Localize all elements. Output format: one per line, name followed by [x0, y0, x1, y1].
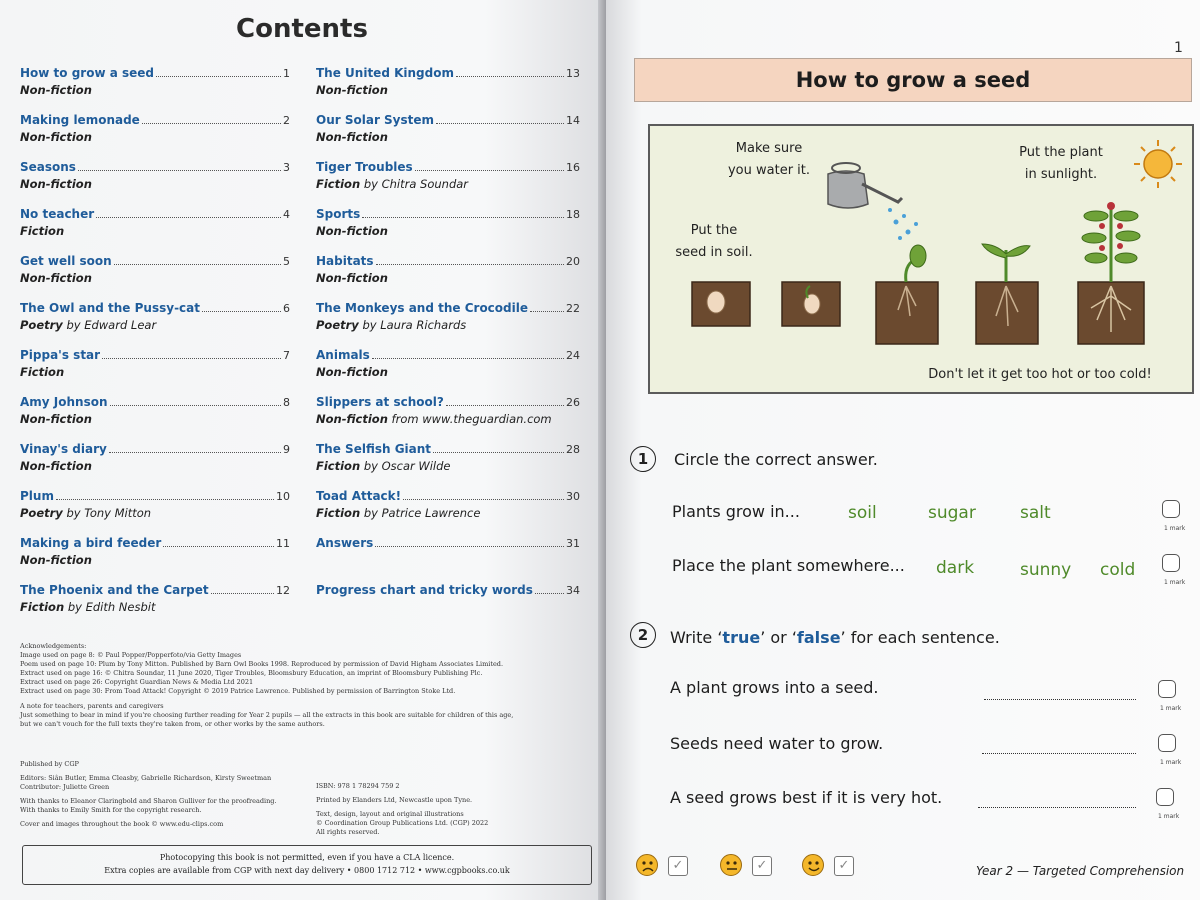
toc-entry-title[interactable]: Sports [316, 207, 361, 221]
toc-leader-dots [114, 264, 281, 265]
toc-entry-title[interactable]: The Owl and the Pussy-cat [20, 301, 200, 315]
toc-entry-title[interactable]: Tiger Troubles [316, 160, 413, 174]
toc-leader-dots [436, 123, 564, 124]
sentence-3: A seed grows best if it is very hot. [670, 788, 943, 807]
toc-entry-title[interactable]: Slippers at school? [316, 395, 444, 409]
credits-right [316, 782, 536, 842]
toc-leader-dots [110, 405, 281, 406]
mark-box-q2b[interactable] [1158, 734, 1176, 752]
toc-entry-page: 8 [283, 396, 290, 409]
toc-entry-line [20, 113, 290, 127]
toc-entry-line [20, 536, 290, 550]
keyword-true: true [722, 628, 761, 647]
toc-entry-page: 22 [566, 302, 580, 315]
credits-left [20, 760, 280, 834]
toc-leader-dots [446, 405, 564, 406]
toc-entry-page: 34 [566, 584, 580, 597]
toc-entry[interactable] [20, 207, 290, 254]
toc-entry-title[interactable]: Progress chart and tricky words [316, 583, 533, 597]
toc-entry-page: 28 [566, 443, 580, 456]
toc-entry-subtitle [20, 600, 290, 614]
caption-soil: Put the seed in soil. [675, 223, 753, 260]
toc-entry-page: 20 [566, 255, 580, 268]
printed-by: Printed by Elanders Ltd, Newcastle upon Tyne. [316, 796, 473, 804]
toc-leader-dots [372, 358, 564, 359]
toc-column-left [20, 66, 290, 630]
toc-entry-subtitle [316, 318, 580, 332]
toc-entry-subtitle [20, 459, 290, 473]
toc-leader-dots [433, 452, 564, 453]
toc-leader-dots [96, 217, 281, 218]
toc-entry[interactable] [316, 395, 580, 442]
toc-entry-author: from www.theguardian.com [391, 412, 552, 426]
toc-entry-page: 13 [566, 67, 580, 80]
toc-entry-genre: Non-fiction [316, 271, 388, 285]
toc-entry-author: by Chitra Soundar [363, 177, 469, 191]
toc-entry-title[interactable]: Animals [316, 348, 370, 362]
toc-entry[interactable] [20, 254, 290, 301]
toc-entry[interactable] [316, 66, 580, 113]
mark-label-q1b: 1 mark [1164, 579, 1186, 586]
toc-entry-genre: Non-fiction [316, 412, 388, 426]
choice-dark[interactable]: dark [936, 558, 975, 578]
toc-entry[interactable] [316, 583, 580, 630]
toc-leader-dots [375, 546, 564, 547]
toc-entry-subtitle [20, 506, 290, 520]
toc-entry-subtitle [20, 318, 290, 332]
thanks-copyright: With thanks to Emily Smith for the copyright research. [20, 806, 202, 814]
toc-entry-genre: Fiction [20, 600, 65, 614]
sun-icon [1134, 140, 1182, 188]
toc-entry-genre: Non-fiction [20, 271, 92, 285]
toc-entry-genre: Non-fiction [20, 459, 92, 473]
toc-entry-title[interactable]: Vinay's diary [20, 442, 107, 456]
mark-label-q2c: 1 mark [1158, 813, 1180, 820]
toc-entry-genre: Non-fiction [316, 365, 388, 379]
toc-leader-dots [163, 546, 274, 547]
contents-heading: Contents [236, 14, 368, 44]
soil-pot-2 [782, 282, 840, 326]
photocopy-line-2: Extra copies are available from CGP with next day delivery • 0800 1712 712 • www.cgpbooks.co.uk [104, 866, 510, 875]
toc-entry-title[interactable]: Toad Attack! [316, 489, 402, 503]
toc-entry-subtitle [20, 83, 290, 97]
toc-entry-subtitle [316, 83, 580, 97]
toc-entry-line [316, 113, 580, 127]
toc-entry-genre: Poetry [20, 506, 63, 520]
toc-entry-subtitle [316, 412, 580, 426]
toc-entry-subtitle [316, 224, 580, 238]
toc-entry-subtitle [20, 365, 290, 379]
question-1-number: 1 [630, 446, 656, 472]
toc-leader-dots [403, 499, 564, 500]
toc-entry-line [316, 160, 580, 174]
toc-entry-title[interactable]: Our Solar System [316, 113, 435, 127]
choice-cold[interactable]: cold [1100, 560, 1136, 580]
toc-entry-title[interactable]: Seasons [20, 160, 76, 174]
photocopy-notice [22, 845, 592, 885]
tick-box-neutral[interactable]: ✓ [752, 856, 772, 876]
toc-entry-line [20, 207, 290, 221]
toc-entry-line [20, 442, 290, 456]
toc-leader-dots [56, 499, 274, 500]
toc-entry-author: by Tony Mitton [66, 506, 152, 520]
toc-entry-genre: Non-fiction [20, 412, 92, 426]
toc-entry-line [20, 160, 290, 174]
question-1-instruction: Circle the correct answer. [674, 450, 878, 469]
toc-entry[interactable] [20, 301, 290, 348]
toc-entry-subtitle [20, 412, 290, 426]
toc-entry-genre: Fiction [20, 365, 65, 379]
toc-entry-line [20, 66, 290, 80]
toc-entry-author: by Edith Nesbit [67, 600, 156, 614]
acknowledgement-line: Extract used on page 16: © Chitra Soundar, 11 June 2020, Tiger Troubles, Bloomsbury Education, an imprint of Bloomsbury Publishing Plc. [20, 669, 483, 677]
toc-entry[interactable] [316, 301, 580, 348]
choice-soil[interactable]: soil [848, 503, 877, 523]
question-2-number: 2 [630, 622, 656, 648]
toc-entry-subtitle [316, 130, 580, 144]
mark-label-q1a: 1 mark [1164, 525, 1186, 532]
toc-entry-line [316, 395, 580, 409]
toc-entry-subtitle [316, 271, 580, 285]
toc-entry-genre: Non-fiction [20, 130, 92, 144]
toc-entry-genre: Non-fiction [20, 177, 92, 191]
toc-entry-subtitle [20, 271, 290, 285]
toc-leader-dots [78, 170, 281, 171]
mark-label-q2b: 1 mark [1160, 759, 1182, 766]
cover-credit: Cover and images throughout the book © www.edu-clips.com [20, 820, 224, 828]
toc-entry-subtitle [20, 224, 290, 238]
toc-entry-line [316, 254, 580, 268]
toc-entry-genre: Non-fiction [316, 224, 388, 238]
question-2-instruction: Write ‘true’ or ‘false’ for each sentence. [670, 628, 1000, 647]
mark-box-q1a[interactable] [1162, 500, 1180, 518]
toc-entry-page: 14 [566, 114, 580, 127]
contributor: Contributor: Juliette Green [20, 783, 110, 791]
toc-entry[interactable] [316, 442, 580, 489]
toc-entry-line [20, 395, 290, 409]
soil-pot-5 [1078, 202, 1144, 344]
choice-sugar[interactable]: sugar [928, 503, 976, 523]
toc-entry-line [316, 583, 580, 597]
toc-entry-line [316, 301, 580, 315]
toc-leader-dots [376, 264, 564, 265]
thanks-proofreading: With thanks to Eleanor Claringbold and Sharon Gulliver for the proofreading. [20, 797, 277, 805]
toc-entry-title[interactable]: How to grow a seed [20, 66, 155, 80]
toc-entry-author: by Oscar Wilde [363, 459, 451, 473]
toc-entry-title[interactable]: Plum [20, 489, 54, 503]
toc-entry[interactable] [20, 395, 290, 442]
toc-leader-dots [211, 593, 274, 594]
toc-entry-title[interactable]: The Monkeys and the Crocodile [316, 301, 528, 315]
acknowledgement-line: Poem used on page 10: Plum by Tony Mitton. Published by Barn Owl Books 1998. Reproduced by permission of David Higham Associates Limited. [20, 660, 504, 668]
toc-entry[interactable] [20, 66, 290, 113]
toc-entry-page: 5 [283, 255, 290, 268]
toc-entry-title[interactable]: Making a bird feeder [20, 536, 162, 550]
toc-entry-subtitle [316, 177, 580, 191]
toc-entry[interactable] [316, 160, 580, 207]
toc-entry-genre: Non-fiction [316, 130, 388, 144]
toc-entry-page: 31 [566, 537, 580, 550]
toc-entry-page: 7 [283, 349, 290, 362]
keyword-false: false [796, 628, 841, 647]
toc-entry-title[interactable]: Pippa's star [20, 348, 101, 362]
right-page [606, 0, 1200, 900]
acknowledgement-line: Acknowledgements: [20, 642, 87, 650]
choice-salt[interactable]: salt [1020, 503, 1051, 523]
toc-leader-dots [456, 76, 564, 77]
toc-entry[interactable] [20, 348, 290, 395]
toc-entry[interactable] [316, 536, 580, 583]
answer-line-1[interactable] [984, 698, 1136, 700]
acknowledgement-line: Extract used on page 26: Copyright Guardian News & Media Ltd 2021 [20, 678, 254, 686]
toc-entry[interactable] [20, 583, 290, 630]
toc-entry-page: 4 [283, 208, 290, 221]
toc-entry-subtitle [316, 506, 580, 520]
sad-face-icon [636, 854, 658, 876]
mark-box-q2c[interactable] [1156, 788, 1174, 806]
toc-entry-title[interactable]: Answers [316, 536, 374, 550]
note-heading: A note for teachers, parents and caregivers [20, 702, 164, 710]
toc-entry-page: 16 [566, 161, 580, 174]
toc-entry-genre: Fiction [316, 177, 361, 191]
toc-entry[interactable] [316, 348, 580, 395]
toc-entry-page: 26 [566, 396, 580, 409]
toc-leader-dots [142, 123, 281, 124]
toc-entry-line [316, 207, 580, 221]
toc-entry-genre: Fiction [20, 224, 65, 238]
toc-entry[interactable] [316, 489, 580, 536]
caption-water: Make sure you water it. [727, 141, 811, 178]
toc-entry-title[interactable]: Habitats [316, 254, 374, 268]
toc-entry-subtitle [316, 459, 580, 473]
toc-leader-dots [102, 358, 281, 359]
toc-entry[interactable] [316, 254, 580, 301]
toc-entry[interactable] [20, 442, 290, 489]
tick-box-happy[interactable]: ✓ [834, 856, 854, 876]
toc-entry-page: 30 [566, 490, 580, 503]
photocopy-line-1: Photocopying this book is not permitted, even if you have a CLA licence. [159, 853, 455, 862]
toc-entry-subtitle [20, 553, 290, 567]
editors: Editors: Siân Butler, Emma Cleasby, Gabrielle Richardson, Kirsty Sweetman [20, 774, 272, 782]
toc-entry-genre: Poetry [20, 318, 63, 332]
toc-entry[interactable] [316, 113, 580, 160]
soil-pot-1 [692, 282, 750, 326]
copyright-line-1: Text, design, layout and original illustrations [316, 810, 464, 818]
toc-leader-dots [202, 311, 281, 312]
toc-entry-genre: Non-fiction [20, 553, 92, 567]
toc-entry-title[interactable]: No teacher [20, 207, 95, 221]
toc-leader-dots [156, 76, 281, 77]
note-text: Just something to bear in mind if you're choosing further reading for Year 2 pupils — all the extracts in this book are suitable for children of this age, but we can't vouch for the full texts they're taken from, or other works by the same authors. [20, 711, 514, 728]
sentence-1: A plant grows into a seed. [670, 678, 879, 697]
seed-growth-illustration [648, 124, 1194, 394]
acknowledgement-line: Extract used on page 30: From Toad Attack! Copyright © 2019 Patrice Lawrence. Published by permission of Barrington Stoke Ltd. [20, 687, 456, 695]
toc-entry-genre: Fiction [316, 459, 361, 473]
soil-pot-3 [876, 245, 938, 344]
toc-entry-line [316, 66, 580, 80]
mark-label-q2a: 1 mark [1160, 705, 1182, 712]
toc-entry-line [20, 489, 290, 503]
toc-entry-genre: Poetry [316, 318, 359, 332]
toc-entry-page: 18 [566, 208, 580, 221]
caption-temperature: Don't let it get too hot or too cold! [928, 367, 1152, 382]
toc-entry-genre: Non-fiction [316, 83, 388, 97]
toc-entry-genre: Fiction [316, 506, 361, 520]
footer-series: Year 2 — Targeted Comprehension [976, 864, 1185, 878]
toc-entry-subtitle [20, 130, 290, 144]
toc-entry-subtitle [20, 177, 290, 191]
mark-box-q1b[interactable] [1162, 554, 1180, 572]
copyright-line-2: © Coordination Group Publications Ltd. (CGP) 2022 [316, 819, 489, 827]
toc-entry-page: 6 [283, 302, 290, 315]
toc-entry[interactable] [20, 113, 290, 160]
toc-entry-title[interactable]: Amy Johnson [20, 395, 108, 409]
toc-entry-line [20, 254, 290, 268]
page-number: 1 [1174, 40, 1183, 56]
toc-entry-page: 2 [283, 114, 290, 127]
question-1-row-2-prompt: Place the plant somewhere... [672, 556, 905, 575]
toc-entry[interactable] [316, 207, 580, 254]
toc-entry-line [316, 348, 580, 362]
toc-leader-dots [362, 217, 564, 218]
toc-entry-page: 24 [566, 349, 580, 362]
toc-leader-dots [535, 593, 564, 594]
mark-box-q2a[interactable] [1158, 680, 1176, 698]
happy-face-icon [802, 854, 824, 876]
toc-entry-subtitle [316, 365, 580, 379]
toc-entry-author: by Edward Lear [66, 318, 157, 332]
toc-leader-dots [415, 170, 564, 171]
toc-entry-page: 3 [283, 161, 290, 174]
watering-can-icon [828, 163, 918, 240]
answer-line-3[interactable] [978, 806, 1136, 808]
toc-entry-line [316, 489, 580, 503]
toc-entry-author: by Laura Richards [362, 318, 467, 332]
isbn: ISBN: 978 1 78294 759 2 [316, 782, 400, 790]
toc-entry-line [20, 301, 290, 315]
sentence-2: Seeds need water to grow. [670, 734, 884, 753]
page-title: How to grow a seed [634, 58, 1192, 102]
toc-entry-line [316, 536, 580, 550]
toc-entry-title[interactable]: The Phoenix and the Carpet [20, 583, 209, 597]
toc-entry-title[interactable]: The Selfish Giant [316, 442, 432, 456]
toc-entry-genre: Non-fiction [20, 83, 92, 97]
toc-entry-page: 10 [276, 490, 290, 503]
toc-entry-page: 11 [276, 537, 290, 550]
published-by: Published by CGP [20, 760, 79, 768]
toc-entry-line [20, 583, 290, 597]
acknowledgement-line: Image used on page 8: © Paul Popper/Popperfoto/via Getty Images [20, 651, 242, 659]
answer-line-2[interactable] [982, 752, 1136, 754]
toc-leader-dots [530, 311, 564, 312]
copyright-line-3: All rights reserved. [316, 828, 380, 836]
choice-sunny[interactable]: sunny [1020, 560, 1072, 580]
toc-entry-title[interactable]: Making lemonade [20, 113, 140, 127]
toc-entry-page: 1 [283, 67, 290, 80]
toc-entry[interactable] [20, 536, 290, 583]
toc-entry-title[interactable]: The United Kingdom [316, 66, 454, 80]
toc-entry-line [316, 442, 580, 456]
neutral-face-icon [720, 854, 742, 876]
acknowledgements [20, 642, 520, 735]
soil-pot-4 [976, 244, 1038, 344]
question-1-row-1-prompt: Plants grow in... [672, 502, 800, 521]
caption-sunlight: Put the plant in sunlight. [1019, 145, 1103, 182]
toc-entry-line [20, 348, 290, 362]
toc-entry-page: 9 [283, 443, 290, 456]
toc-leader-dots [109, 452, 281, 453]
toc-entry-page: 12 [276, 584, 290, 597]
toc-entry[interactable] [20, 489, 290, 536]
toc-entry[interactable] [20, 160, 290, 207]
toc-column-right [316, 66, 580, 630]
toc-entry-title[interactable]: Get well soon [20, 254, 112, 268]
tick-box-sad[interactable]: ✓ [668, 856, 688, 876]
toc-entry-author: by Patrice Lawrence [363, 506, 481, 520]
